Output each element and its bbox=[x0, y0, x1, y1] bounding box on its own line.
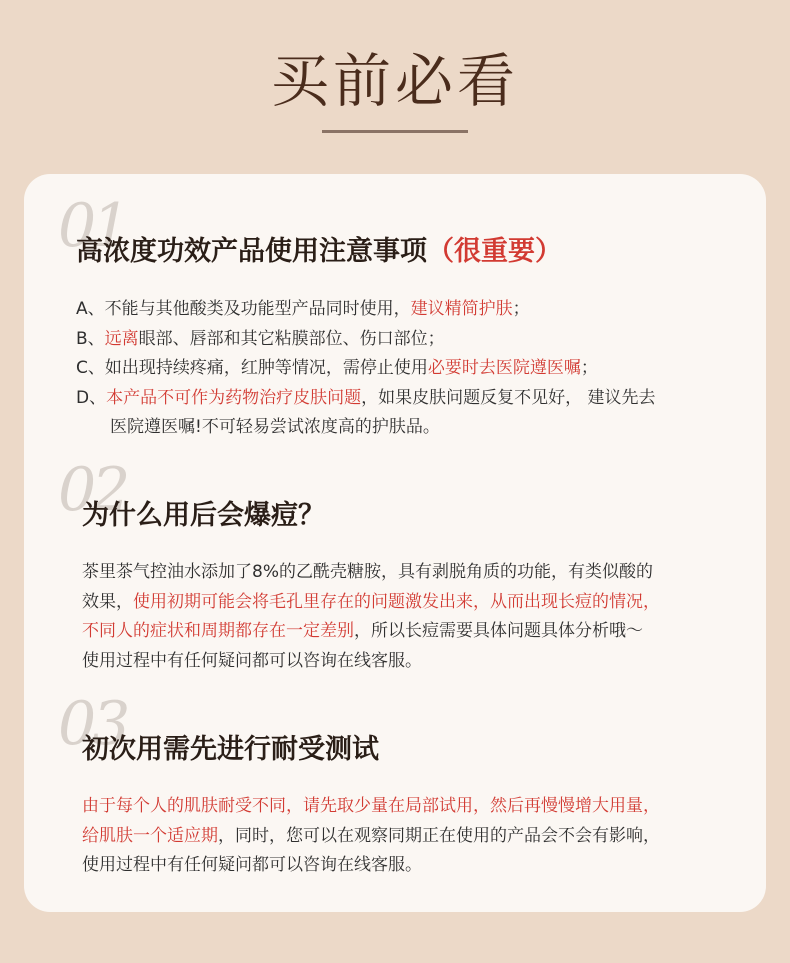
line-highlight: 不同人的症状和周期都存在一定差别 bbox=[82, 621, 354, 641]
list-item-text: ，如果皮肤问题反复不见好， 建议先去 bbox=[361, 387, 656, 408]
list-item-highlight: 本产品不可作为药物治疗皮肤问题 bbox=[106, 387, 362, 408]
section-body bbox=[82, 792, 752, 881]
list-item bbox=[76, 354, 756, 384]
paragraph-line bbox=[82, 558, 752, 588]
section-number: 03 bbox=[58, 689, 127, 759]
list-item-letter: A、 bbox=[76, 299, 105, 319]
line-text: 使用过程中有任何疑问都可以咨询在线客服。 bbox=[82, 650, 422, 671]
list-item-text-end: ； bbox=[580, 358, 598, 378]
notice-card bbox=[24, 174, 766, 912]
list-item-highlight: 建议精简护肤 bbox=[410, 299, 513, 319]
list-item bbox=[76, 295, 756, 325]
list-item-highlight: 远离 bbox=[104, 328, 139, 349]
list-item-letter: D、 bbox=[76, 387, 107, 408]
list-item-text-end: ； bbox=[512, 299, 530, 319]
line-highlight: 由于每个人的肌肤耐受不同，请先取少量在局部试用，然后再慢慢增大用量， bbox=[82, 796, 660, 816]
list-item-continuation bbox=[76, 413, 756, 443]
paragraph-line bbox=[82, 822, 752, 852]
list-item-text: 不能与其他酸类及功能型产品同时使用， bbox=[104, 299, 411, 319]
line-highlight: 给肌肤一个适应期 bbox=[82, 825, 218, 846]
paragraph-line bbox=[82, 792, 752, 822]
section-body bbox=[82, 558, 752, 676]
line-text: 茶里茶气控油水添加了8%的乙酰壳糖胺，具有剥脱角质的功能，有类似酸的 bbox=[82, 562, 653, 582]
paragraph-line bbox=[82, 588, 752, 618]
list-item bbox=[76, 325, 756, 355]
line-text: 效果， bbox=[82, 591, 133, 612]
section-number: 02 bbox=[58, 455, 127, 525]
list-item-text: 眼部、唇部和其它粘膜部位、伤口部位； bbox=[138, 328, 445, 349]
paragraph-line bbox=[82, 617, 752, 647]
paragraph-line bbox=[82, 851, 752, 881]
list-item-letter: B、 bbox=[76, 328, 105, 349]
line-text: 使用过程中有任何疑问都可以咨询在线客服。 bbox=[82, 855, 422, 875]
list-item-text: 如出现持续疼痛，红肿等情况，需停止使用 bbox=[104, 358, 428, 378]
section-heading-accent: （很重要） bbox=[427, 236, 562, 267]
section-heading: 为什么用后会爆痘？ bbox=[82, 500, 325, 531]
line-highlight: 使用初期可能会将毛孔里存在的问题激发出来，从而出现长痘的情况， bbox=[133, 591, 660, 612]
section-heading-text: 高浓度功效产品使用注意事项 bbox=[76, 236, 427, 267]
list-item-highlight: 必要时去医院遵医嘱 bbox=[427, 358, 581, 378]
line-text: ，同时，您可以在观察同期正在使用的产品会不会有影响， bbox=[218, 825, 660, 846]
page-title: 买前必看 bbox=[270, 47, 519, 115]
line-text: ，所以长痘需要具体问题具体分析哦～ bbox=[354, 621, 643, 641]
list-item bbox=[76, 384, 756, 414]
section-number: 01 bbox=[58, 191, 127, 261]
list-item-text: 医院遵医嘱!不可轻易尝试浓度高的护肤品。 bbox=[110, 417, 440, 437]
section-heading: 初次用需先进行耐受测试 bbox=[82, 734, 379, 765]
list-item-letter: C、 bbox=[76, 358, 105, 378]
section-heading bbox=[76, 236, 562, 268]
paragraph-line bbox=[82, 647, 752, 677]
title-underline bbox=[322, 130, 468, 133]
section-body bbox=[76, 295, 756, 443]
